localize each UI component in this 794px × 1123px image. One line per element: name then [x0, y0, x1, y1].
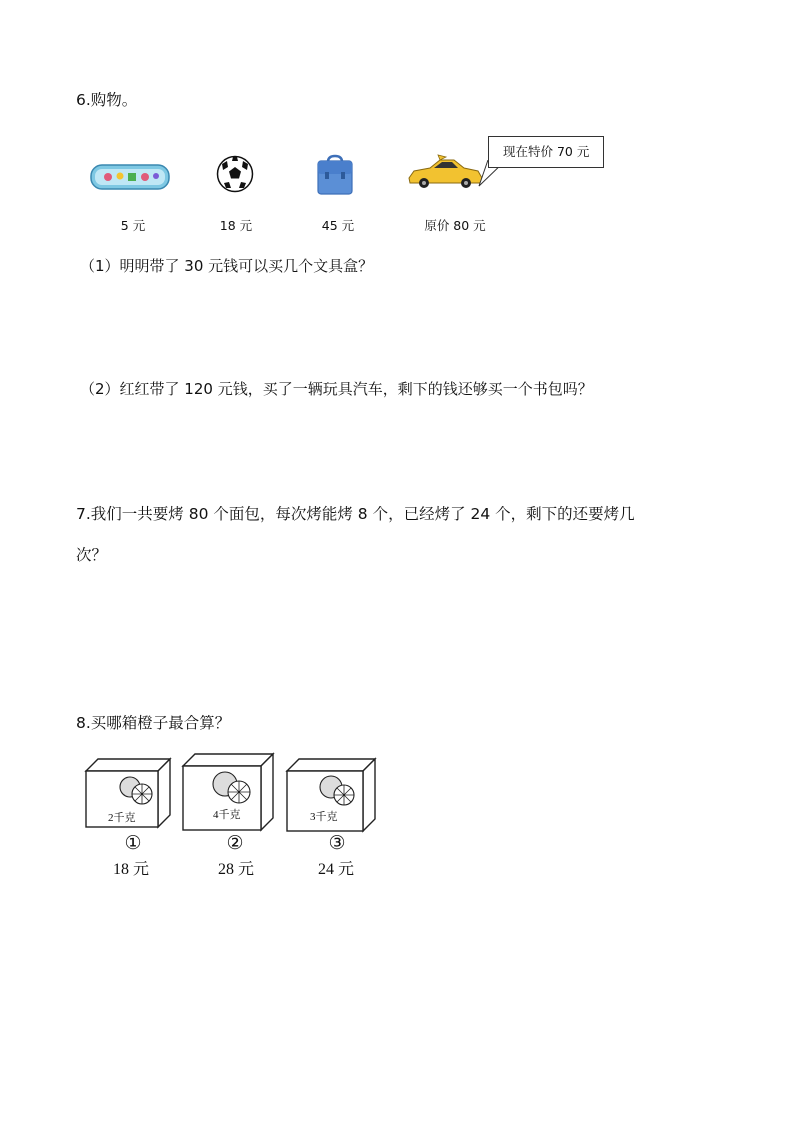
q7-line1: 7.我们一共要烤 80 个面包，每次烤能烤 8 个，已经烤了 24 个，剩下的还要烤几 [76, 505, 635, 523]
schoolbag-icon [314, 154, 356, 200]
q7-question [76, 494, 726, 576]
box-2-weight: 4千克 [213, 809, 241, 821]
box-3-price: 24 元 [317, 861, 354, 878]
box-1-price: 18 元 [112, 861, 149, 878]
box-3-number: ③ [328, 833, 346, 854]
sale-callout: 现在特价 70 元 [488, 136, 604, 168]
pencil-case-icon [90, 163, 170, 195]
soccer-ball-price: 18 元 [219, 218, 253, 233]
soccer-ball-icon [216, 155, 254, 197]
box-2-price: 28 元 [217, 861, 254, 878]
toy-car-price: 原价 80 元 [424, 218, 486, 233]
toy-car-icon [406, 154, 484, 194]
q6-sub1: （1）明明带了 30 元钱可以买几个文具盒？ [80, 257, 374, 275]
orange-box-2 [181, 752, 275, 836]
box-3-weight: 3千克 [310, 811, 338, 823]
q7-line2: 次？ [76, 546, 108, 564]
q6-sub2: （2）红红带了 120 元钱，买了一辆玩具汽车，剩下的钱还够买一个书包吗？ [80, 380, 593, 398]
box-2-number: ② [226, 833, 244, 854]
pencil-case-price: 5 元 [120, 218, 146, 233]
q8-title: 8.买哪箱橙子最合算？ [76, 714, 231, 732]
schoolbag-price: 45 元 [321, 218, 355, 233]
box-1-number: ① [124, 833, 142, 854]
orange-box-3 [285, 757, 377, 837]
q6-title: 6.购物。 [76, 91, 138, 109]
box-1-weight: 2千克 [108, 812, 136, 824]
